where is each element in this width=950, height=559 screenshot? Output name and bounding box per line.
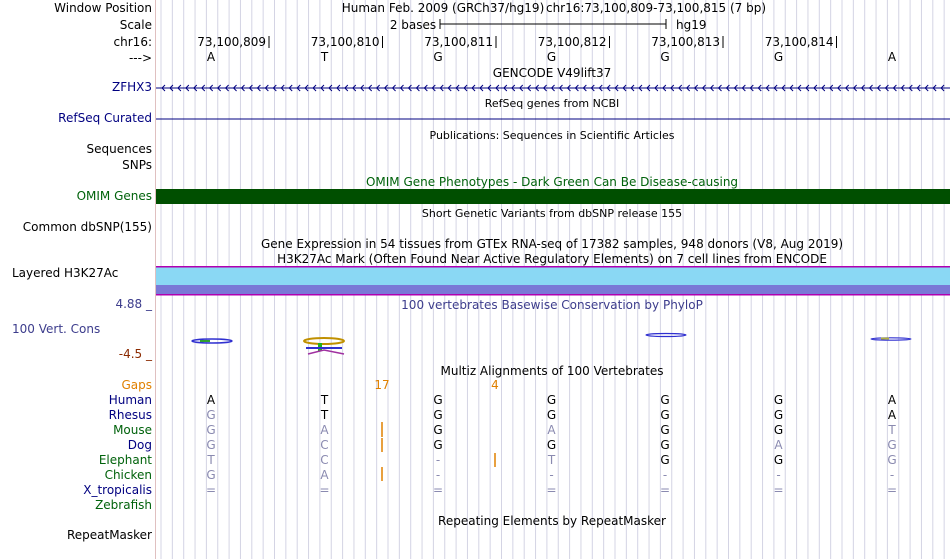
track-label-zfhx3[interactable]: ZFHX3: [111, 80, 152, 94]
track-label-omim[interactable]: OMIM Genes: [76, 189, 152, 203]
alignment-base: -: [662, 468, 668, 482]
alignment-base: G: [773, 408, 784, 422]
alignment-base: G: [660, 453, 670, 467]
alignment-base: G: [206, 408, 216, 422]
ruler-position-label: 73,100,811: [424, 35, 493, 49]
species-label: Zebrafish: [95, 498, 152, 512]
alignment-base: G: [660, 438, 670, 452]
track-label-phylop[interactable]: 100 Vert. Cons: [12, 322, 101, 336]
reference-base: G: [660, 50, 670, 64]
alignment-base: G: [660, 423, 670, 437]
phylop-max-label: 4.88 _: [115, 297, 152, 311]
species-label: Chicken: [104, 468, 152, 482]
track-label-refseq[interactable]: RefSeq Curated: [58, 111, 152, 125]
alignment-base: G: [887, 438, 897, 452]
h3k27ac-bottom-edge: [156, 294, 950, 296]
alignment-base: T: [207, 453, 215, 467]
alignment-base: G: [206, 468, 216, 482]
window-position-label: Window Position: [54, 1, 152, 15]
publications-track-title: Publications: Sequences in Scientific Articles: [429, 129, 675, 142]
species-label: Rhesus: [108, 408, 152, 422]
alignment-base: G: [433, 408, 443, 422]
ruler-position-label: 73,100,810: [310, 35, 380, 49]
species-label: Mouse: [113, 423, 152, 437]
alignment-base: =: [546, 483, 557, 497]
reference-base: T: [320, 50, 329, 64]
species-label: Elephant: [98, 453, 152, 467]
alignment-base: -: [776, 468, 781, 482]
alignment-base: G: [433, 438, 443, 452]
alignment-base: G: [773, 393, 784, 407]
phylop-bar[interactable]: [308, 350, 344, 354]
alignment-base: A: [547, 423, 556, 437]
refseq-track-title: RefSeq genes from NCBI: [484, 97, 620, 110]
gap-count: 4: [491, 378, 499, 392]
multiz-gaps-label: Gaps: [121, 378, 152, 392]
phylop-bar[interactable]: [200, 340, 210, 342]
h3k27ac-top-edge: [156, 266, 950, 268]
ruler-position-label: 73,100,809: [197, 35, 266, 49]
alignment-base: T: [547, 453, 556, 467]
reference-base: G: [773, 50, 784, 64]
omim-phenotype-bar[interactable]: [156, 189, 950, 204]
alignment-base: G: [206, 423, 216, 437]
alignment-base: A: [320, 423, 329, 437]
gtex-track-title: Gene Expression in 54 tissues from GTEx RNA-seq of 17382 samples, 948 donors (V8, Aug 2019): [260, 237, 844, 251]
alignment-base: A: [887, 408, 897, 422]
alignment-base: G: [660, 393, 670, 407]
reference-base: G: [433, 50, 443, 64]
alignment-base: =: [659, 483, 671, 497]
scale-text: 2 bases: [389, 18, 437, 32]
track-label-repeatmasker[interactable]: RepeatMasker: [66, 528, 152, 542]
alignment-base: =: [432, 483, 444, 497]
species-label: Dog: [127, 438, 152, 452]
alignment-base: A: [887, 393, 897, 407]
ruler-position-label: 73,100,812: [537, 35, 607, 49]
alignment-base: -: [435, 468, 441, 482]
phylop-min-label: -4.5 _: [118, 347, 152, 361]
dbsnp-track-title: Short Genetic Variants from dbSNP release 155: [421, 207, 683, 220]
ruler-position-label: 73,100,814: [764, 35, 834, 49]
alignment-base: G: [206, 438, 216, 452]
alignment-base: C: [320, 438, 329, 452]
alignment-base: G: [546, 438, 557, 452]
scale-label: Scale: [119, 18, 152, 32]
phylop-bar[interactable]: [304, 338, 344, 344]
strand-label: --->: [128, 51, 152, 65]
alignment-base: G: [887, 453, 897, 467]
alignment-base: =: [886, 483, 898, 497]
ruler-position-label: 73,100,813: [651, 35, 720, 49]
repeatmasker-track-title: Repeating Elements by RepeatMasker: [438, 514, 666, 528]
reference-base: A: [206, 50, 216, 64]
alignment-base: G: [433, 423, 443, 437]
phylop-bar[interactable]: [192, 339, 232, 343]
alignment-base: G: [546, 408, 557, 422]
alignment-base: -: [549, 468, 554, 482]
species-label: X_tropicalis: [83, 483, 152, 497]
track-label-sequences[interactable]: Sequences: [86, 142, 152, 156]
phylop-bar[interactable]: [881, 338, 889, 340]
alignment-base: G: [773, 453, 784, 467]
phylop-bar[interactable]: [306, 347, 342, 349]
alignment-base: G: [433, 393, 443, 407]
alignment-base: G: [773, 423, 784, 437]
alignment-base: =: [773, 483, 784, 497]
phylop-track-title: 100 vertebrates Basewise Conservation by PhyloP: [401, 298, 703, 312]
phylop-bar[interactable]: [871, 338, 911, 340]
h3k27ac-track-title: H3K27Ac Mark (Often Found Near Active Regulatory Elements) on 7 cell lines from ENCODE: [277, 252, 827, 266]
alignment-base: =: [319, 483, 330, 497]
reference-base: A: [887, 50, 897, 64]
reference-base: G: [546, 50, 557, 64]
alignment-base: T: [320, 393, 329, 407]
alignment-base: A: [320, 468, 329, 482]
track-label-dbsnp[interactable]: Common dbSNP(155): [22, 220, 152, 234]
gap-count: 17: [374, 378, 390, 392]
alignment-base: -: [889, 468, 895, 482]
species-label: Human: [108, 393, 152, 407]
alignment-base: =: [205, 483, 217, 497]
track-label-snps[interactable]: SNPs: [122, 158, 152, 172]
alignment-base: A: [206, 393, 216, 407]
gencode-track-title: GENCODE V49lift37: [492, 66, 612, 80]
alignment-base: -: [435, 453, 441, 467]
assembly-title: Human Feb. 2009 (GRCh37/hg19): [341, 1, 545, 15]
phylop-bar[interactable]: [646, 334, 686, 337]
scale-db-label: hg19: [676, 18, 707, 32]
omim-track-title: OMIM Gene Phenotypes - Dark Green Can Be Disease-causing: [365, 175, 739, 189]
alignment-base: C: [320, 453, 329, 467]
alignment-base: G: [660, 408, 670, 422]
multiz-track-title: Multiz Alignments of 100 Vertebrates: [440, 364, 664, 378]
h3k27ac-signal-light[interactable]: [156, 268, 950, 286]
position-readout: chr16:73,100,809-73,100,815 (7 bp): [545, 1, 767, 15]
track-label-h3k27ac[interactable]: Layered H3K27Ac: [12, 266, 119, 280]
h3k27ac-signal-dark[interactable]: [156, 285, 950, 294]
alignment-base: A: [774, 438, 783, 452]
alignment-base: T: [888, 423, 896, 437]
chrom-label: chr16:: [113, 35, 152, 49]
alignment-base: T: [320, 408, 329, 422]
alignment-base: G: [546, 393, 557, 407]
